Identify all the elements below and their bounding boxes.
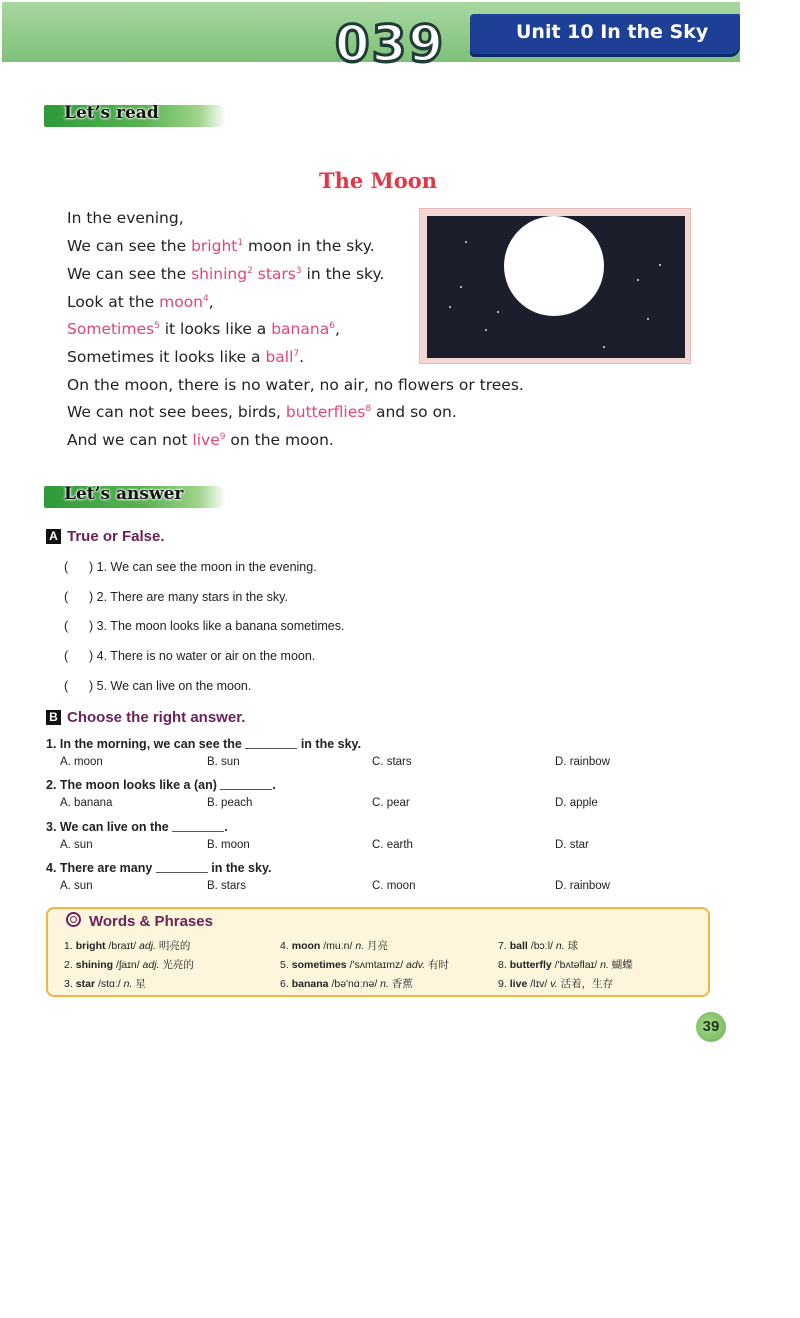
question-text: . (272, 778, 276, 792)
entry-part-of-speech: n. (555, 940, 565, 952)
entry-number: 2. (64, 959, 73, 971)
entry-part-of-speech: n. (123, 978, 133, 990)
true-false-item: ( ) 4. There is no water or air on the moon. (64, 649, 316, 663)
footnote-number: 5 (154, 320, 160, 331)
text-segment: . (299, 348, 305, 366)
entry-meaning: 明亮的 (155, 940, 191, 952)
footnote-number: 3 (295, 265, 302, 276)
reading-line (67, 265, 384, 283)
footnote-number: 9 (219, 431, 226, 442)
true-false-item: ( ) 3. The moon looks like a banana sometimes. (64, 619, 345, 633)
entry-word: bright (75, 940, 106, 952)
footnote-number: 4 (203, 293, 209, 304)
vocabulary-word: stars (257, 265, 296, 283)
part-a-letter: A (46, 529, 61, 544)
footnote-number: 2 (247, 265, 253, 276)
entry-number: 4. (280, 940, 289, 952)
text-segment: it looks like a (159, 320, 272, 338)
answer-option: C. earth (372, 839, 413, 851)
entry-meaning: 光亮的 (159, 959, 194, 971)
star (647, 318, 649, 320)
star (637, 279, 639, 281)
answer-option: B. moon (207, 839, 250, 851)
double-circle-icon (66, 912, 81, 927)
part-a-heading (46, 528, 165, 545)
entry-number: 6. (280, 978, 289, 990)
text-segment: We can see the (67, 237, 192, 255)
entry-number: 3. (64, 978, 73, 990)
vocabulary-entry (498, 938, 578, 953)
footnote-number: 6 (329, 320, 335, 331)
entry-phonetic: /braɪt/ (105, 940, 140, 952)
star (485, 329, 487, 331)
answer-option: D. rainbow (555, 880, 610, 892)
question-text: 3. We can live on the (46, 820, 173, 834)
entry-meaning: 香蕉 (388, 978, 413, 990)
text-segment: And we can not (67, 431, 193, 449)
answer-option: D. star (555, 839, 589, 851)
star (465, 241, 467, 243)
entry-phonetic: /'sʌmtaɪmz/ (346, 959, 407, 971)
words-phrases-title (66, 912, 213, 930)
entry-phonetic: /muːn/ (320, 940, 356, 952)
text-segment: moon in the sky. (243, 237, 375, 255)
section-read-label: Let’s read (64, 103, 159, 123)
text-segment: Look at the (67, 293, 160, 311)
reading-line (67, 403, 457, 421)
true-false-item: ( ) 1. We can see the moon in the evening. (64, 560, 317, 574)
question-text: 2. The moon looks like a (an) (46, 778, 221, 792)
full-moon (504, 216, 604, 316)
part-b-title: Choose the right answer. (67, 709, 246, 726)
question-text: 4. There are many (46, 861, 156, 875)
reading-line (67, 209, 184, 227)
entry-phonetic: /stɑː/ (95, 978, 124, 990)
text-segment: on the moon. (225, 431, 334, 449)
entry-word: live (509, 978, 528, 990)
entry-word: star (75, 978, 96, 990)
vocabulary-entry (498, 957, 633, 972)
question-stem (46, 778, 276, 792)
vocabulary-word: shining (191, 265, 248, 283)
answer-option: B. peach (207, 797, 253, 809)
vocabulary-word: banana (271, 320, 330, 338)
text-segment: On the moon, there is no water, no air, no flowers or trees. (67, 376, 524, 394)
entry-number: 9. (498, 978, 507, 990)
entry-part-of-speech: adv. (406, 959, 426, 971)
star (449, 306, 451, 308)
answer-blank (220, 779, 272, 790)
text-segment: Sometimes it looks like a (67, 348, 266, 366)
entry-part-of-speech: v. (550, 978, 558, 990)
vocabulary-entry (280, 957, 449, 972)
section-tag-answer (44, 486, 226, 508)
vocabulary-entry (64, 957, 194, 972)
entry-meaning: 活着，生存 (557, 978, 614, 990)
entry-number: 1. (64, 940, 73, 952)
footnote-number: 7 (293, 348, 300, 359)
text-segment: We can not see bees, birds, (67, 403, 286, 421)
entry-meaning: 蝴蝶 (608, 959, 633, 971)
entry-number: 5. (280, 959, 289, 971)
entry-word: moon (291, 940, 321, 952)
text-segment: in the sky. (301, 265, 385, 283)
answer-blank (156, 862, 208, 873)
entry-part-of-speech: n. (600, 959, 609, 971)
answer-option: A. sun (60, 839, 93, 851)
entry-phonetic: /lɪv/ (527, 978, 551, 990)
entry-phonetic: /bɔːl/ (527, 940, 556, 952)
entry-word: sometimes (291, 959, 347, 971)
text-segment: , (334, 320, 340, 338)
star (659, 264, 661, 266)
vocabulary-word: bright (191, 237, 238, 255)
words-phrases-title-text: Words & Phrases (89, 913, 213, 930)
entry-number: 8. (498, 959, 507, 971)
star (603, 346, 605, 348)
entry-meaning: 星 (132, 978, 146, 990)
entry-meaning: 球 (564, 940, 579, 952)
entry-phonetic: /'bʌtəflaɪ/ (551, 959, 601, 971)
answer-option: B. sun (207, 756, 240, 768)
moon-picture (419, 208, 691, 364)
question-stem (46, 861, 271, 875)
entry-phonetic: /bə'nɑːnə/ (328, 978, 381, 990)
star (497, 311, 499, 313)
entry-part-of-speech: adj. (142, 959, 160, 971)
entry-meaning: 有时 (425, 959, 450, 971)
answer-option: A. moon (60, 756, 103, 768)
answer-option: C. pear (372, 797, 410, 809)
question-stem (46, 737, 361, 751)
page-number: 39 (696, 1012, 726, 1042)
reading-line (67, 431, 334, 449)
part-b-letter: B (46, 710, 61, 725)
question-text: . (224, 820, 228, 834)
reading-line (67, 376, 524, 394)
answer-option: D. rainbow (555, 756, 610, 768)
reading-line (67, 348, 304, 366)
part-b-heading (46, 709, 245, 726)
section-tag-read (44, 105, 226, 127)
entry-meaning: 月亮 (364, 940, 389, 952)
reading-line (67, 237, 375, 255)
page-number-large: 039 (334, 15, 446, 73)
footnote-number: 8 (365, 403, 372, 414)
answer-option: D. apple (555, 797, 598, 809)
text-segment: We can see the (67, 265, 192, 283)
reading-line (67, 320, 340, 338)
footnote-number: 1 (237, 237, 244, 248)
entry-part-of-speech: adj. (139, 940, 156, 952)
vocabulary-word: live (192, 431, 220, 449)
question-stem (46, 820, 228, 834)
entry-word: banana (291, 978, 329, 990)
reading-title: The Moon (318, 168, 438, 193)
answer-option: A. sun (60, 880, 93, 892)
entry-phonetic: /ʃaɪn/ (113, 959, 143, 971)
star (460, 286, 462, 288)
vocabulary-entry (280, 976, 413, 991)
answer-blank (245, 738, 297, 749)
answer-option: B. stars (207, 880, 246, 892)
vocabulary-entry (64, 938, 190, 953)
entry-word: shining (75, 959, 114, 971)
part-a-title: True or False. (67, 528, 165, 545)
reading-line (67, 293, 214, 311)
true-false-item: ( ) 2. There are many stars in the sky. (64, 590, 288, 604)
answer-option: C. stars (372, 756, 412, 768)
text-segment: , (208, 293, 214, 311)
vocabulary-word: ball (265, 348, 294, 366)
vocabulary-word: moon (159, 293, 203, 311)
unit-title-banner: Unit 10 In the Sky (470, 14, 740, 54)
entry-part-of-speech: n. (380, 978, 389, 990)
answer-option: C. moon (372, 880, 416, 892)
question-text: 1. In the morning, we can see the (46, 737, 246, 751)
entry-number: 7. (498, 940, 507, 952)
entry-word: butterfly (509, 959, 552, 971)
answer-option: A. banana (60, 797, 113, 809)
text-segment: and so on. (371, 403, 457, 421)
section-answer-label: Let’s answer (64, 484, 184, 504)
night-sky (427, 216, 685, 358)
text-segment: In the evening, (67, 209, 184, 227)
vocabulary-entry (64, 976, 146, 991)
vocabulary-word: Sometimes (67, 320, 155, 338)
entry-part-of-speech: n. (355, 940, 365, 952)
answer-blank (172, 821, 224, 832)
vocabulary-word: butterflies (285, 403, 366, 421)
question-text: in the sky. (297, 737, 362, 751)
vocabulary-entry (498, 976, 613, 991)
entry-word: ball (509, 940, 528, 952)
vocabulary-entry (280, 938, 388, 953)
words-phrases-box (46, 907, 710, 997)
true-false-item: ( ) 5. We can live on the moon. (64, 679, 252, 693)
question-text: in the sky. (207, 861, 272, 875)
